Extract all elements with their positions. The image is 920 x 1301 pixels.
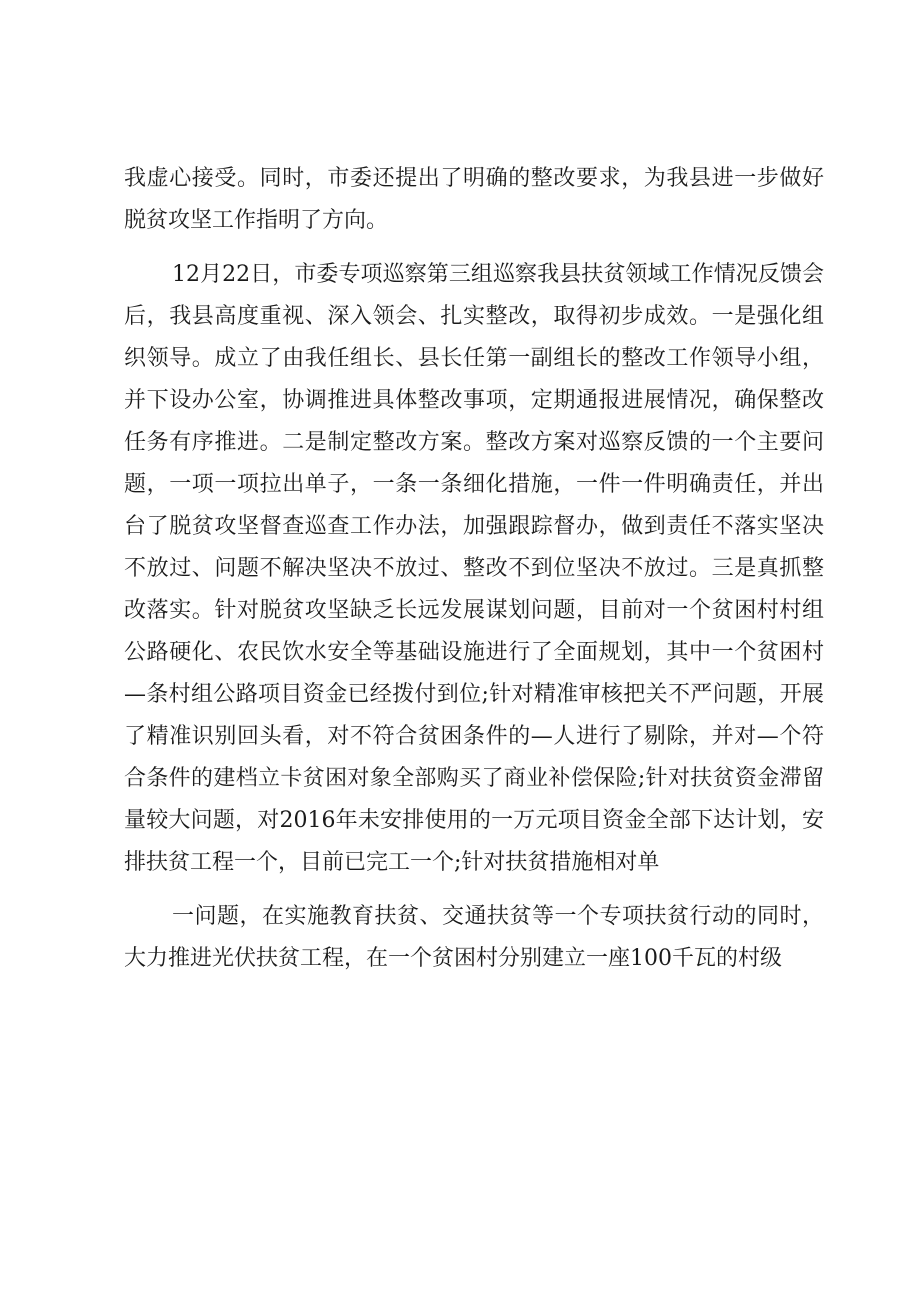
paragraph-1: 我虚心接受。同时，市委还提出了明确的整改要求，为我县进一步做好脱贫攻坚工作指明了方向。	[124, 166, 824, 233]
paragraph-3: 一问题，在实施教育扶贫、交通扶贫等一个专项扶贫行动的同时，大力推进光伏扶贫工程，在一个贫困村分别建立一座100千瓦的村级	[124, 904, 824, 971]
paragraph-2: 12月22日，市委专项巡察第三组巡察我县扶贫领域工作情况反馈会后，我县高度重视、深入领会、扎实整改，取得初步成效。一是强化组织领导。成立了由我任组长、县长任第一副组长的整改工作领导小组，并下设办公室，协调推进具体整改事项，定期通报进展情况，确保整改任务有序推进。二是制定整改方案。整改方案对巡察反馈的一个主要问题，一项一项拉出单子，一条一条细化措施，一件一件明确责任，并出台了脱贫攻坚督查巡查工作办法，加强跟踪督办，做到责任不落实坚决不放过、问题不解决坚决不放过、整改不到位坚决不放过。三是真抓整改落实。针对脱贫攻坚缺乏长远发展谋划问题，目前对一个贫困村村组公路硬化、农民饮水安全等基础设施进行了全面规划，其中一个贫困村—条村组公路项目资金已经拨付到位;针对精准审核把关不严问题，开展了精准识别回头看，对不符合贫困条件的—人进行了剔除，并对—个符合条件的建档立卡贫困对象全部购买了商业补偿保险;针对扶贫资金滞留量较大问题，对2016年未安排使用的一万元项目资金全部下达计划，安排扶贫工程一个，目前已完工一个;针对扶贫措施相对单	[124, 262, 824, 875]
document-page	[124, 158, 824, 980]
